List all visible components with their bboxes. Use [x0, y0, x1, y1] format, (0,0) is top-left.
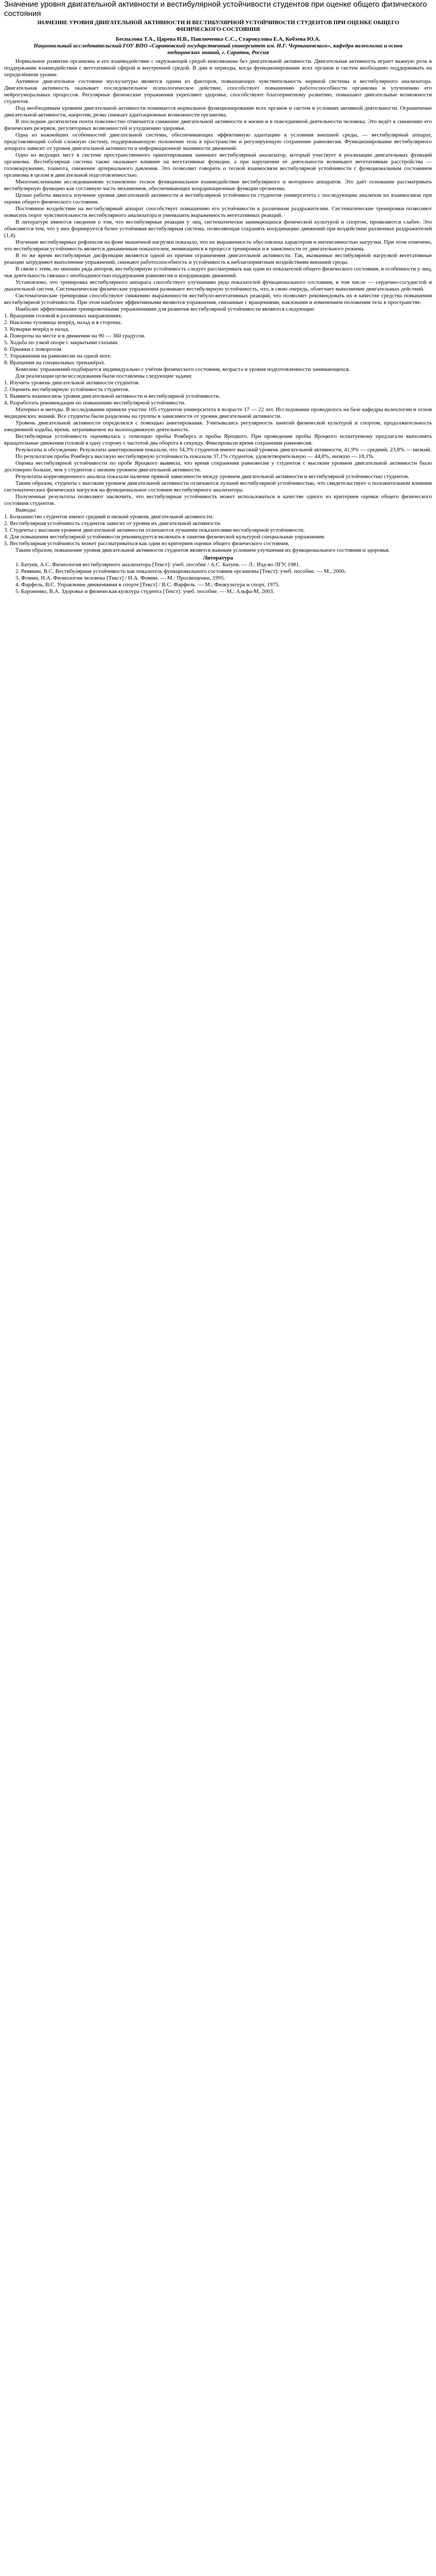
body-paragraph: В то же время вестибулярные дисфункции являются одной из причин ограничения двигательной активности. Так, вызванные вестибулярной нагрузкой вегетативные реакции затрудняют выполнение упражнений, снижают работоспособность и устойчивость к неблагоприятным воздействиям внешней среды.: [4, 252, 432, 265]
references-title: Литература: [203, 555, 233, 561]
body-paragraph: Полученные результаты позволяют заключить, что вестибулярная устойчивость может использоваться в качестве одного из критериев оценки общего физического состояния студентов.: [4, 494, 432, 506]
body-paragraph: Таким образом, студенты с высоким уровнем двигательной активности отличаются лучшей вестибулярной устойчивостью, что свидетельствует о положительном влиянии систематических физических нагрузок на функциональное состояние вестибулярного анализатора.: [4, 480, 432, 493]
body-paragraph: 6. Прыжки с поворотом.: [4, 346, 63, 352]
reference-item: 3. Фомин, Н.А. Физиология человека [Текст] / Н.А. Фомин. — М.: Просвещение, 1995.: [15, 575, 225, 581]
article-heading: ЗНАЧЕНИЕ УРОВНЯ ДВИГАТЕЛЬНОЙ АКТИВНОСТИ И ВЕСТИБУЛЯРНОЙ УСТОЙЧИВОСТИ СТУДЕНТОВ ПРИ ОЦЕНКЕ ОБЩЕГО ФИЗИЧЕСКОГО СОСТОЯНИЯ: [37, 20, 399, 32]
authors: Беспалова Т.А., Царева Н.В., Павлюченко С.С., Старокулова Е.А, Кобзева Ю.А.: [115, 36, 321, 42]
body-paragraph: 4. Повороты на месте и в движении на 90 — 360 градусов.: [4, 333, 146, 339]
references-list: [4, 562, 432, 595]
body-paragraph: 2. Вестибулярная устойчивость студентов зависит от уровня их двигательной активности.: [4, 520, 221, 527]
body-paragraph: 8. Вращения на специальных тренажёрах.: [4, 360, 106, 366]
body-paragraph: Вестибулярная устойчивость оценивалась с помощью пробы Ромберга и пробы Яроцкого. При проведении пробы Яроцкого испытуемому предлагали выполнять вращательные движения головой в одну сторону с частотой два оборота в секунду. Фиксировали время сохранения равновесия.: [4, 433, 432, 446]
body-paragraph: В последние десятилетия почти повсеместно отмечается снижение двигательной активности в жизни и в повседневной деятельности человека. Это ведёт к снижению его физических резервов, регуляторных возможностей и ухудшению здоровья.: [4, 118, 432, 131]
reference-item: 1. Батуев, А.С. Физиология вестибулярного анализатора [Текст]: учеб. пособие / А.С. Батуев. — Л.: Изд-во ЛГУ, 1981.: [15, 562, 301, 568]
article: [4, 0, 432, 595]
body-paragraph: 3. Студенты с высоким уровнем двигательной активности отличаются лучшими показателями вестибулярной устойчивости.: [4, 527, 305, 533]
body-paragraph: Уровень двигательной активности определялся с помощью анкетирования. Учитывались регулярность занятий физической культурой и спортом, продолжительность ежедневной ходьбы, время, затрачиваемое на малоподвижную деятельность.: [4, 420, 432, 433]
body-paragraph: Изучение вестибулярных рефлексов на фоне мышечной нагрузки показало, что их выраженность обусловлена характером и интенсивностью нагрузки. При этом отмечено, что вестибулярная устойчивость является динамичным показателем, меняющимся в процессе тренировки и в зависимости от двигательного режима.: [4, 239, 432, 252]
body-paragraph: 1. Вращения головой в различных направлениях.: [4, 313, 123, 319]
body-paragraph: 4. Для повышения вестибулярной устойчивости рекомендуется включать в занятия физической культурой специальные упражнения.: [4, 534, 326, 540]
body-paragraph: 2. Оценить вестибулярную устойчивость студентов.: [4, 386, 130, 393]
body-paragraph: Активное двигательное состояние мускулатуры является одним из факторов, повышающих чувствительность нервной системы и вестибулярного анализатора. Двигательная активность оказывает последовательное психологическое действие, способствует повышению работоспособности организма и улучшению его нейрогуморальных процессов. Регулярные физические упражнения укрепляют здоровье, способствуют благоприятному развитию, повышают двигательные возможности студентов.: [4, 78, 432, 105]
body-paragraph: Многочисленными исследованиями установлено тесное функциональное взаимодействие вестибулярного и моторного аппаратов. Это даёт основание рассматривать вестибулярную функцию как составную часть механизмов, обеспечивающих координационные функции организма.: [4, 179, 432, 192]
body-paragraph: Выводы:: [15, 507, 37, 513]
body-paragraph: В литературе имеются сведения о том, что вестибулярные реакции у лиц, систематически занимающихся физической культурой и спортом, проявляются слабее. Это объясняется тем, что у них формируется более устойчивая вестибулярная система, позволяющая сохранять координацию движений при воздействии различных раздражителей (1,4).: [4, 219, 432, 239]
body-paragraph: Наиболее эффективными тренировочными упражнениями для развития вестибулярной устойчивости являются следующие:: [15, 306, 316, 312]
reference-item: 2. Ревякин, В.С. Вестибулярная устойчивость как показатель функционального состояния организма [Текст]: учеб. пособие. — М., 2000.: [15, 568, 346, 574]
body-paragraph: Материал и методы. В исследовании приняли участие 105 студентов университета в возрасте 17 — 22 лет. Исследование проводилось на базе кафедры валеологии и основ медицинских знаний. Все студенты были разделены на группы в зависимости от уровня двигательной активности.: [4, 406, 432, 419]
body-paragraph: 1. Изучить уровень двигательной активности студентов.: [4, 380, 140, 386]
body-paragraph: 1. Большинство студентов имеют средний и низкий уровень двигательной активности.: [4, 514, 214, 520]
body-paragraph: 7. Упражнения на равновесие на одной ноге.: [4, 353, 112, 359]
body-paragraph: 5. Ходьба по узкой опоре с закрытыми глазами.: [4, 340, 119, 346]
reference-item: 5. Бароненко, В.А. Здоровье и физическая культура студента [Текст]: учеб. пособие. — М.: Альфа-М, 2003.: [15, 588, 274, 595]
page-title: Значение уровня двигательной активности и вестибулярной устойчивости студентов при оценке общего физического состояния: [4, 0, 427, 18]
body-paragraph: Таким образом, повышение уровня двигательной активности студентов является важным условием улучшения их функционального состояния и здоровья.: [15, 547, 390, 553]
body-paragraph: В связи с этим, по мнению ряда авторов, вестибулярную устойчивость следует рассматривать как один из показателей общего физического состояния, в особенности у лиц, чья деятельность связана с необходимостью поддержания равновесия и координации движений.: [4, 266, 432, 279]
body-paragraph: Оценка вестибулярной устойчивости по пробе Яроцкого выявила, что время сохранения равновесия у студентов с высоким уровнем двигательной активности было достоверно больше, чем у студентов с низким уровнем двигательной активности.: [4, 460, 432, 473]
affiliation: Национальный исследовательский ГОУ ВПО «Саратовский государственный университет им. Н.Г. Чернышевского», кафедра валеологии и основ медицинских знаний, г. Саратов, Россия: [33, 43, 403, 56]
body-paragraph: Нормальное развитие организма и его взаимодействие с окружающей средой невозможны без двигательной активности. Двигательная активность играет важную роль в поддержании взаимодействия с вегетативной сферой и внутренней средой. В дни и периоды, когда функционирование всех органов и систем необходимо поддерживать на определённом уровне.: [4, 58, 432, 78]
body-paragraph: 4. Разработать рекомендации по повышению вестибулярной устойчивости.: [4, 400, 186, 406]
body-paragraph: 3. Кувырки вперёд и назад.: [4, 326, 69, 332]
body-paragraph: Результаты корреляционного анализа показали наличие прямой зависимости между уровнем двигательной активности и вестибулярной устойчивостью студентов.: [15, 473, 409, 480]
body-paragraph: 3. Выявить взаимосвязь уровня двигательной активности и вестибулярной устойчивости.: [4, 393, 220, 399]
body-paragraph: Под необходимым уровнем двигательной активности понимается нормальное функционирование всех органов и систем в условиях активной деятельности. Ограничение двигательной активности, напротив, резко снижает адаптационные возможности организма.: [4, 105, 432, 118]
body-paragraph: Систематические тренировки способствуют снижению выраженности вестибуло-вегетативных реакций, что позволяет рекомендовать их в качестве средства повышения вестибулярной устойчивости. При этом наиболее эффективными являются упражнения, связанные с вращениями, наклонами и изменением положения тела в пространстве.: [4, 293, 432, 306]
body-paragraph: Целью работы явилось изучение уровня двигательной активности и вестибулярной устойчивости студентов университета с последующим анализом их взаимосвязи при оценке общего физического состояния.: [4, 192, 432, 205]
body-paragraph: Одна из важнейших особенностей двигательной системы, обеспечивающих эффективную адаптацию к условиям внешней среды, — вестибулярный аппарат, представляющий собой сложную систему, поддерживающую положение тела в пространстве и регулирующую сохранение равновесия. Функционирование вестибулярного аппарата зависит от уровня двигательной активности и информационной значимости движений.: [4, 132, 432, 151]
body-paragraph: Комплекс упражнений подбирается индивидуально с учётом физического состояния, возраста и уровня подготовленности занимающихся.: [15, 366, 350, 372]
body-paragraph: Одно из ведущих мест в системе пространственного ориентирования занимает вестибулярный анализатор, который участвует в реализации двигательных функций организма. Вестибулярная система также оказывает влияние на вегетативные функции, а при нарушении её деятельности возникают вегетативные расстройства — головокружение, тошнота, снижение артериального давления. Это позволяет говорить о тесной взаимосвязи вестибулярной устойчивости с функциональным состоянием организма в целом и двигательной подготовленностью.: [4, 152, 432, 178]
body-paragraph: Результаты и обсуждение. Результаты анкетирования показали, что 34,3% студентов имеют высокий уровень двигательной активности, 41,9% — средний, 23,8% — низкий.: [15, 447, 432, 453]
body-paragraph: 2. Наклоны туловища вперёд, назад и в стороны.: [4, 319, 122, 326]
body-paragraph: Постоянное воздействие на вестибулярный аппарат способствует повышению его устойчивости к различным раздражителям. Систематические тренировки позволяют повысить порог чувствительности вестибулярного анализатора и уменьшить выраженность вегетативных реакций.: [4, 206, 432, 218]
body-paragraph: Для реализации цели исследования были поставлены следующие задачи:: [15, 373, 193, 379]
article-body: [4, 58, 432, 554]
body-paragraph: По результатам пробы Ромберга высокую вестибулярную устойчивость показали 37,1% студентов, удовлетворительную — 44,8%, низкую — 18,1%.: [15, 453, 375, 460]
body-paragraph: 5. Вестибулярная устойчивость может рассматриваться как один из критериев оценки общего физического состояния.: [4, 540, 290, 547]
body-paragraph: Установлено, что тренировка вестибулярного аппарата способствует улучшению ряда показателей функционального состояния, в том числе — сердечно-сосудистой и дыхательной систем. Систематические физические упражнения развивают вестибулярную устойчивость, что, в свою очередь, облегчает выполнение двигательных действий.: [4, 279, 432, 292]
reference-item: 4. Фарфель, В.С. Управление движениями в спорте [Текст] / В.С. Фарфель. — М.: Физкультура и спорт, 1975.: [15, 582, 280, 588]
